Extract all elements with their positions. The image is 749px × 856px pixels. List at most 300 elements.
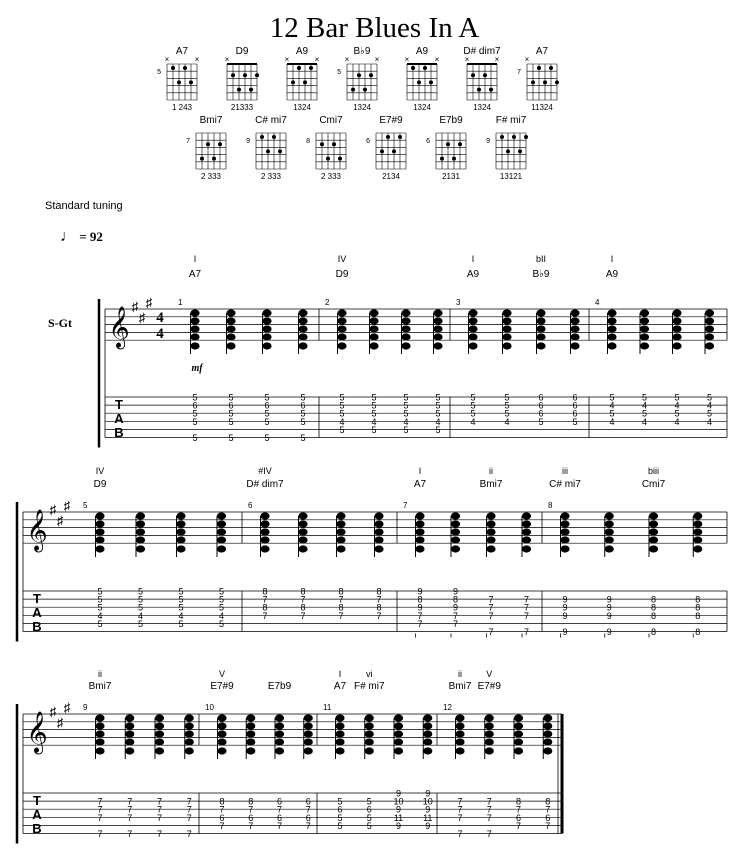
tab-fret-number: 5 — [435, 408, 441, 419]
notehead — [394, 730, 403, 737]
measure-number: 10 — [205, 703, 214, 712]
notehead — [298, 309, 307, 316]
tab-fret-number: 7 — [156, 829, 163, 839]
chord-name: A9 — [605, 269, 619, 280]
notehead — [125, 722, 134, 729]
tab-fret-number: 9 — [417, 602, 423, 613]
tab-fret-number: 5 — [435, 424, 441, 435]
tab-fret-number: 7 — [376, 610, 382, 621]
notehead — [337, 342, 346, 349]
tab-fret-number: 4 — [641, 416, 648, 427]
finger-numbers: 2134 — [382, 172, 400, 181]
notehead — [640, 333, 649, 340]
mute-icon: × — [374, 55, 380, 64]
tab-fret-number: 5 — [504, 400, 510, 411]
finger-dot — [266, 149, 270, 153]
chord-name: A9 — [466, 269, 480, 280]
notehead — [705, 309, 714, 316]
tab-fret-number: 7 — [515, 820, 522, 831]
measure-number: 8 — [548, 501, 553, 510]
notehead — [607, 342, 616, 349]
tab-fret-number: 7 — [452, 610, 459, 621]
measure-number: 6 — [248, 501, 253, 510]
tab-fret-number: 5 — [339, 424, 345, 435]
sharp-icon: ♯ — [56, 513, 64, 528]
notehead — [455, 747, 464, 754]
chord-diagram-name: Cmi7 — [319, 115, 343, 126]
tab-fret-number: 5 — [504, 392, 510, 403]
tab-fret-number: 5 — [706, 408, 713, 419]
tab-fret-number: 9 — [606, 610, 612, 621]
tab-fret-number: 4 — [609, 416, 615, 427]
tab-fret-number: 5 — [178, 594, 184, 605]
finger-dot — [386, 135, 390, 139]
chord-name: C# mi7 — [549, 479, 581, 490]
tab-fret-number: 6 — [538, 392, 544, 403]
notehead — [155, 730, 164, 737]
notehead — [95, 520, 104, 527]
notehead — [217, 738, 226, 745]
chord-diagram-name: Bmi7 — [199, 115, 223, 126]
tab-fret-number: 11 — [423, 812, 433, 823]
tab-fret-number: 7 — [97, 829, 103, 839]
notehead — [374, 528, 383, 535]
notehead — [95, 714, 104, 721]
tab-fret-number: 5 — [674, 392, 680, 403]
tab-fret-number: 5 — [218, 594, 225, 605]
tab-fret-number: 4 — [339, 416, 345, 427]
finger-dot — [206, 142, 210, 146]
notehead — [369, 342, 378, 349]
notehead — [335, 747, 344, 754]
tab-fret-number: 7 — [156, 804, 163, 815]
chord-diagram-name: B♭9 — [353, 46, 371, 57]
notehead — [423, 738, 432, 745]
tab-fret-number: 5 — [403, 424, 409, 435]
tab-letter: A — [32, 605, 42, 620]
chord-name: E7#9 — [210, 681, 234, 692]
tab-fret-number: 5 — [264, 392, 270, 403]
tab-fret-number: 8 — [515, 796, 522, 807]
sharp-icon: ♯ — [49, 704, 57, 719]
quarter-note-icon: ♩ — [60, 228, 76, 245]
measure-number: 11 — [323, 703, 332, 712]
sharp-icon: ♯ — [49, 502, 57, 517]
notehead — [260, 520, 269, 527]
tab-fret-number: 7 — [186, 796, 192, 807]
tab-fret-number: 7 — [127, 812, 133, 823]
finger-dot — [429, 80, 433, 84]
notehead — [260, 512, 269, 519]
tab-fret-number: 7 — [376, 594, 382, 605]
notehead — [451, 545, 460, 552]
finger-dot — [200, 157, 204, 161]
finger-dot — [417, 80, 421, 84]
tab-fret-number: 6 — [366, 804, 372, 815]
tab-fret-number: 5 — [470, 408, 476, 419]
notehead — [365, 738, 374, 745]
tab-fret-number: 7 — [488, 602, 494, 613]
tab-fret-number: 8 — [376, 602, 382, 613]
finger-dot — [477, 88, 481, 92]
notehead — [705, 333, 714, 340]
tab-fret-number: 4 — [504, 416, 510, 427]
tab-fret-number: 5 — [228, 392, 234, 403]
tab-fret-number: 7 — [262, 594, 268, 605]
tab-letter: B — [32, 619, 42, 634]
tab-fret-number: 9 — [606, 627, 612, 637]
tab-fret-number: 7 — [186, 812, 192, 823]
tab-fret-number: 5 — [192, 392, 198, 403]
tab-fret-number: 7 — [300, 610, 306, 621]
notehead — [136, 512, 145, 519]
tab-fret-number: 5 — [371, 424, 377, 435]
mute-icon: × — [464, 55, 470, 64]
finger-dot — [260, 135, 264, 139]
tab-fret-number: 6 — [545, 812, 551, 823]
tab-fret-number: 4 — [178, 610, 184, 621]
fret-number: 9 — [246, 138, 250, 145]
tab-fret-number: 4 — [371, 416, 377, 427]
tab-fret-number: 5 — [192, 408, 198, 419]
notehead — [433, 317, 442, 324]
tab-fret-number: 8 — [219, 796, 225, 807]
roman-numeral: #IV — [258, 466, 272, 476]
notehead — [514, 730, 523, 737]
notehead — [217, 528, 226, 535]
tab-fret-number: 8 — [545, 796, 551, 807]
notehead — [649, 512, 658, 519]
notehead — [136, 545, 145, 552]
tab-fret-number: 5 — [403, 392, 409, 403]
roman-numeral: bII — [535, 254, 547, 264]
tab-fret-number: 7 — [219, 820, 225, 831]
notehead — [570, 342, 579, 349]
notehead — [217, 520, 226, 527]
notehead — [176, 545, 185, 552]
notehead — [451, 536, 460, 543]
notehead — [217, 722, 226, 729]
tab-fret-number: 4 — [706, 400, 713, 411]
sharp-icon: ♯ — [63, 700, 71, 715]
tab-fret-number: 5 — [178, 602, 184, 613]
tab-fret-number: 7 — [97, 796, 103, 807]
roman-numeral: IV — [95, 466, 105, 476]
tab-fret-number: 5 — [97, 618, 103, 629]
notehead — [560, 545, 569, 552]
notehead — [486, 528, 495, 535]
notehead — [543, 730, 552, 737]
tab-fret-number: 4 — [218, 610, 225, 621]
notehead — [415, 545, 424, 552]
finger-dot — [231, 73, 235, 77]
notehead — [607, 317, 616, 324]
tab-fret-number: 5 — [192, 433, 198, 443]
tab-fret-number: 7 — [486, 804, 492, 815]
tab-fret-number: 5 — [435, 392, 441, 403]
tab-fret-number: 9 — [425, 788, 431, 799]
notehead — [217, 536, 226, 543]
notehead — [337, 309, 346, 316]
tab-fret-number: 8 — [695, 594, 701, 605]
notehead — [262, 309, 271, 316]
roman-numeral: IV — [337, 254, 347, 264]
notehead — [486, 520, 495, 527]
tab-fret-number: 7 — [156, 812, 163, 823]
tab-fret-number: 6 — [276, 796, 283, 807]
tab-fret-number: 7 — [545, 804, 551, 815]
fret-number: 6 — [366, 138, 370, 145]
notehead — [335, 714, 344, 721]
tab-fret-number: 6 — [572, 408, 578, 419]
tab-fret-number: 5 — [264, 408, 270, 419]
fret-number: 7 — [517, 69, 521, 76]
chord-name: A7 — [413, 479, 427, 490]
tab-fret-number: 7 — [452, 618, 459, 629]
notehead — [693, 536, 702, 543]
finger-dot — [423, 66, 427, 70]
notehead — [95, 512, 104, 519]
tab-fret-number: 4 — [137, 610, 144, 621]
finger-dot — [452, 157, 456, 161]
notehead — [369, 309, 378, 316]
notehead — [298, 512, 307, 519]
notehead — [176, 520, 185, 527]
tab-fret-number: 10 — [422, 796, 433, 807]
notehead — [190, 342, 199, 349]
notehead — [468, 309, 477, 316]
chord-diagram-name: E7b9 — [439, 115, 463, 126]
finger-dot — [531, 80, 535, 84]
notehead — [401, 333, 410, 340]
notehead — [226, 333, 235, 340]
notehead — [522, 536, 531, 543]
fret-number: 9 — [486, 138, 490, 145]
notehead — [486, 512, 495, 519]
notehead — [394, 722, 403, 729]
tab-fret-number: 5 — [178, 586, 184, 597]
notehead — [336, 528, 345, 535]
notehead — [176, 528, 185, 535]
tab-fret-number: 8 — [695, 610, 701, 621]
finger-dot — [326, 157, 330, 161]
tab-fret-number: 5 — [337, 812, 343, 823]
finger-numbers: 2 333 — [320, 172, 342, 181]
finger-dot — [446, 142, 450, 146]
notehead — [468, 333, 477, 340]
tab-fret-number: 9 — [562, 627, 568, 637]
fret-number: 8 — [306, 138, 310, 145]
chord-name: D9 — [335, 269, 349, 280]
notehead — [560, 528, 569, 535]
finger-numbers: 1324 — [353, 103, 371, 112]
notehead — [365, 714, 374, 721]
notehead — [304, 730, 313, 737]
tab-fret-number: 7 — [305, 804, 311, 815]
notehead — [262, 317, 271, 324]
notehead — [304, 722, 313, 729]
tab-fret-number: 5 — [300, 433, 306, 443]
notehead — [672, 342, 681, 349]
notehead — [95, 738, 104, 745]
finger-dot — [320, 142, 324, 146]
notehead — [190, 333, 199, 340]
roman-numeral: ii — [489, 466, 493, 476]
notehead — [298, 333, 307, 340]
sharp-icon: ♯ — [138, 310, 146, 325]
tab-fret-number: 8 — [650, 594, 657, 605]
notehead — [522, 545, 531, 552]
mute-icon: × — [404, 55, 410, 64]
notehead — [536, 333, 545, 340]
notehead — [185, 747, 194, 754]
notehead — [536, 342, 545, 349]
treble-clef-icon: 𝄞 — [26, 712, 48, 752]
notehead — [423, 747, 432, 754]
notehead — [336, 536, 345, 543]
tab-fret-number: 4 — [403, 416, 409, 427]
notehead — [640, 325, 649, 332]
finger-dot — [440, 157, 444, 161]
tab-fret-number: 5 — [300, 416, 306, 427]
tab-fret-number: 8 — [452, 594, 459, 605]
measure-number: 1 — [178, 298, 183, 307]
mute-icon: × — [344, 55, 350, 64]
notehead — [246, 730, 255, 737]
notehead — [693, 545, 702, 552]
notehead — [262, 333, 271, 340]
measure-number: 2 — [325, 298, 330, 307]
tab-fret-number: 6 — [264, 400, 270, 411]
notehead — [672, 325, 681, 332]
tab-letter: B — [114, 425, 124, 440]
notehead — [374, 545, 383, 552]
mute-icon: × — [224, 55, 230, 64]
notehead — [486, 536, 495, 543]
mute-icon: × — [524, 55, 530, 64]
notehead — [522, 512, 531, 519]
notehead — [485, 738, 494, 745]
tab-fret-number: 9 — [395, 804, 402, 815]
notehead — [649, 545, 658, 552]
tab-fret-number: 5 — [641, 392, 648, 403]
chord-diagram-name: A9 — [415, 46, 429, 57]
tab-fret-number: 7 — [457, 829, 463, 839]
finger-dot — [351, 88, 355, 92]
finger-dot — [171, 66, 175, 70]
notehead — [570, 325, 579, 332]
tab-letter: T — [33, 793, 41, 808]
notehead — [649, 536, 658, 543]
tab-fret-number: 5 — [371, 400, 377, 411]
fret-number: 7 — [186, 138, 190, 145]
notehead — [560, 520, 569, 527]
notehead — [502, 309, 511, 316]
notehead — [468, 317, 477, 324]
chord-name: Cmi7 — [641, 479, 666, 490]
notehead — [95, 528, 104, 535]
notehead — [337, 325, 346, 332]
tab-fret-number: 6 — [538, 408, 544, 419]
finger-numbers: 2131 — [442, 172, 460, 181]
notehead — [543, 722, 552, 729]
treble-clef-icon: 𝄞 — [108, 307, 130, 347]
notehead — [185, 738, 194, 745]
roman-numeral: biii — [647, 466, 660, 476]
notehead — [640, 342, 649, 349]
tab-fret-number: 6 — [276, 812, 283, 823]
tab-fret-number: 9 — [562, 602, 568, 613]
finger-dot — [555, 80, 559, 84]
chord-name: D# dim7 — [246, 479, 284, 490]
tab-fret-number: 7 — [156, 796, 163, 807]
tab-fret-number: 4 — [641, 400, 648, 411]
roman-numeral: ii — [98, 669, 102, 679]
chord-diagram-name: A9 — [295, 46, 309, 57]
tuning-label: Standard tuning — [45, 200, 123, 212]
notehead — [226, 342, 235, 349]
tab-fret-number: 5 — [470, 392, 476, 403]
notehead — [374, 512, 383, 519]
notehead — [522, 528, 531, 535]
notehead — [275, 714, 284, 721]
tab-fret-number: 8 — [417, 594, 423, 605]
notehead — [570, 333, 579, 340]
tab-fret-number: 7 — [457, 796, 463, 807]
mute-icon: × — [164, 55, 170, 64]
roman-numeral: V — [218, 669, 226, 679]
notehead — [136, 536, 145, 543]
notehead — [468, 325, 477, 332]
tab-fret-number: 7 — [97, 804, 103, 815]
tab-fret-number: 7 — [97, 812, 103, 823]
sharp-icon: ♯ — [63, 498, 71, 513]
notehead — [275, 730, 284, 737]
finger-numbers: 2 333 — [260, 172, 282, 181]
tab-fret-number: 7 — [248, 820, 254, 831]
mute-icon: × — [194, 55, 200, 64]
notehead — [485, 722, 494, 729]
notehead — [433, 309, 442, 316]
notehead — [570, 317, 579, 324]
tab-fret-number: 5 — [137, 602, 144, 613]
finger-numbers: 13121 — [499, 172, 523, 181]
tab-fret-number: 8 — [376, 586, 382, 597]
tab-fret-number: 5 — [366, 820, 372, 831]
tab-fret-number: 9 — [425, 804, 431, 815]
tab-fret-number: 9 — [606, 602, 612, 613]
tab-fret-number: 6 — [305, 796, 311, 807]
tab-fret-number: 7 — [486, 796, 492, 807]
notehead — [468, 342, 477, 349]
tab-fret-number: 5 — [470, 400, 476, 411]
notehead — [190, 325, 199, 332]
finger-numbers: 1 243 — [171, 103, 193, 112]
finger-numbers: 11324 — [531, 103, 553, 112]
roman-numeral: iii — [562, 466, 568, 476]
mute-icon: × — [434, 55, 440, 64]
treble-clef-icon: 𝄞 — [26, 510, 48, 550]
notehead — [640, 309, 649, 316]
tab-fret-number: 5 — [192, 416, 198, 427]
notehead — [365, 722, 374, 729]
instrument-label: S-Gt — [48, 316, 72, 330]
roman-numeral: I — [610, 254, 614, 264]
finger-dot — [249, 88, 253, 92]
tab-fret-number: 5 — [137, 618, 144, 629]
finger-dot — [272, 135, 276, 139]
finger-dot — [278, 149, 282, 153]
